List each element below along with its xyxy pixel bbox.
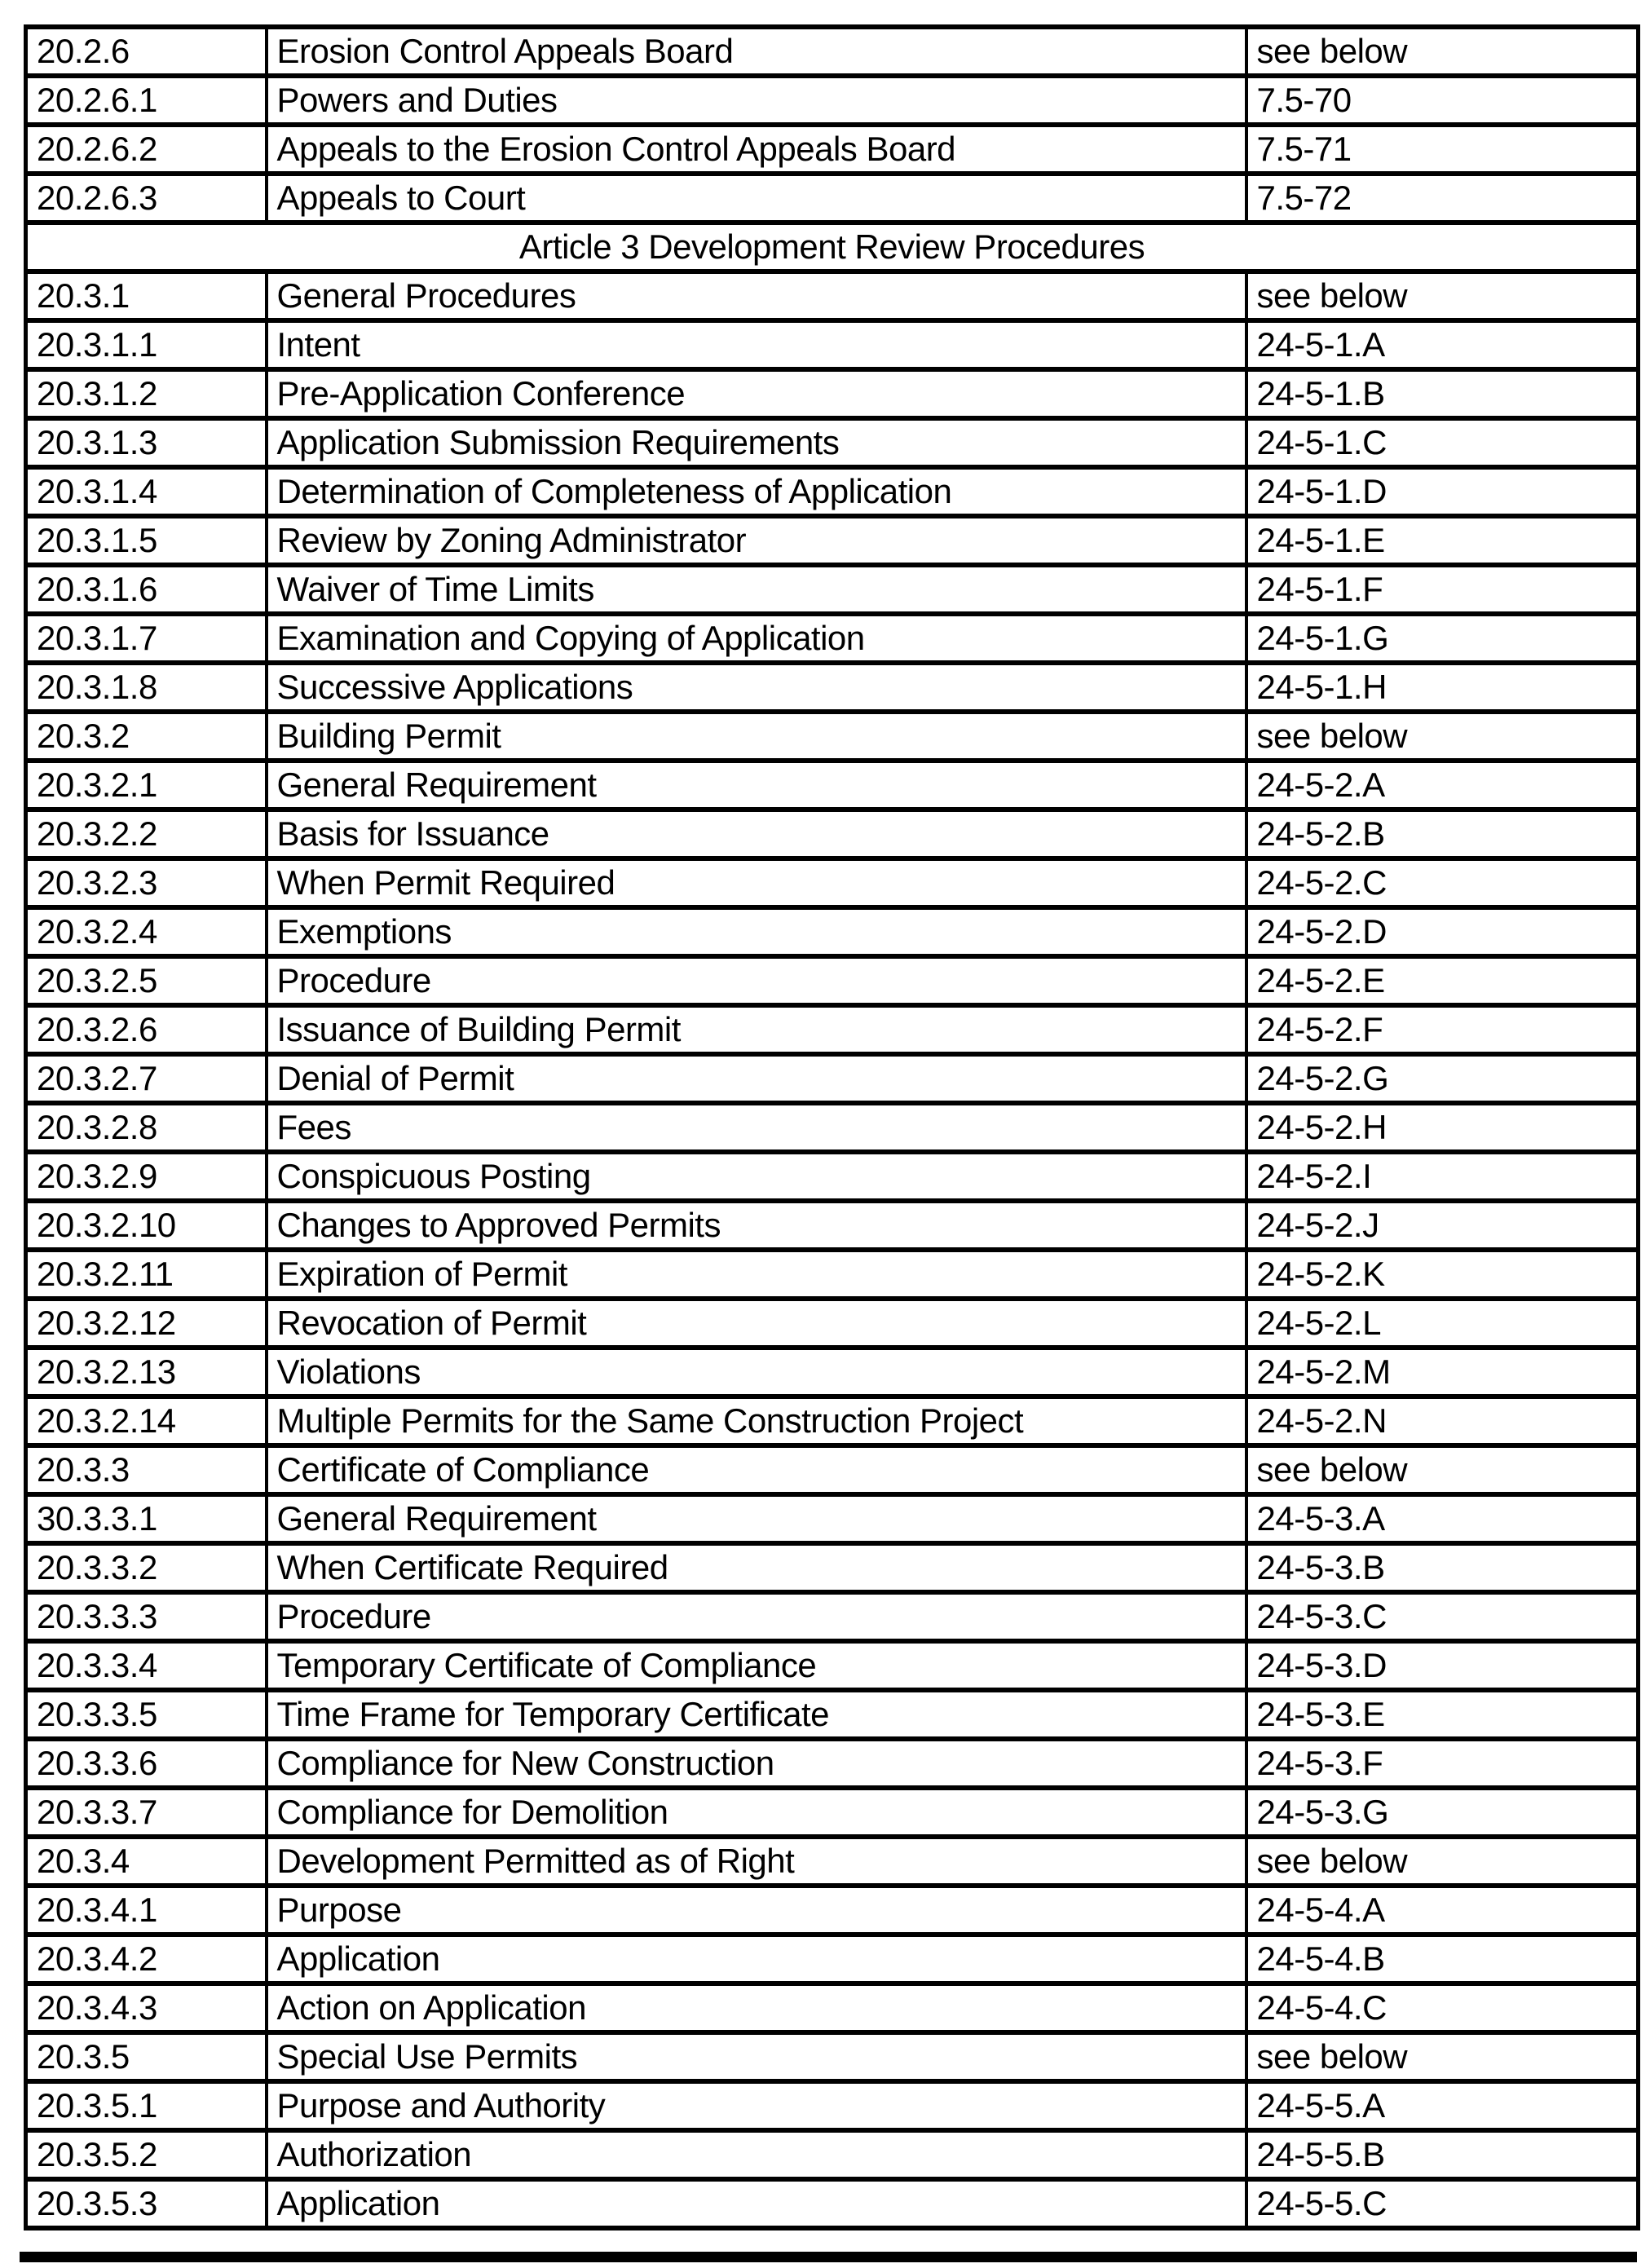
section-cell: 20.3.2.9 xyxy=(26,1152,267,1201)
title-cell: Temporary Certificate of Compliance xyxy=(267,1641,1246,1690)
section-cell: 20.2.6.1 xyxy=(26,76,267,125)
section-cell: 20.2.6.2 xyxy=(26,125,267,174)
title-cell: Violations xyxy=(267,1348,1246,1397)
section-cell: 20.3.2.5 xyxy=(26,956,267,1005)
reference-cell: 24-5-3.C xyxy=(1246,1592,1639,1641)
section-cell: 20.2.6.3 xyxy=(26,174,267,223)
title-cell: Procedure xyxy=(267,1592,1246,1641)
table-row xyxy=(26,956,1639,1005)
table-row xyxy=(26,467,1639,516)
section-cell: 20.3.2.12 xyxy=(26,1299,267,1348)
title-cell: Time Frame for Temporary Certificate xyxy=(267,1690,1246,1739)
title-cell: Denial of Permit xyxy=(267,1054,1246,1103)
reference-cell: 24-5-2.J xyxy=(1246,1201,1639,1250)
table-row xyxy=(26,1201,1639,1250)
reference-cell: 24-5-2.N xyxy=(1246,1397,1639,1445)
section-cell: 20.3.3.3 xyxy=(26,1592,267,1641)
title-cell: Appeals to Court xyxy=(267,174,1246,223)
title-cell: Expiration of Permit xyxy=(267,1250,1246,1299)
reference-cell: 24-5-3.G xyxy=(1246,1788,1639,1837)
reference-cell: 24-5-4.A xyxy=(1246,1886,1639,1935)
title-cell: Basis for Issuance xyxy=(267,810,1246,858)
table-row xyxy=(26,1054,1639,1103)
section-cell: 20.3.4.1 xyxy=(26,1886,267,1935)
title-cell: Pre-Application Conference xyxy=(267,369,1246,418)
article-header-row xyxy=(26,223,1639,271)
reference-cell: 24-5-5.C xyxy=(1246,2179,1639,2228)
reference-cell: 24-5-4.C xyxy=(1246,1983,1639,2032)
reference-cell: 24-5-2.H xyxy=(1246,1103,1639,1152)
reference-cell: 24-5-2.I xyxy=(1246,1152,1639,1201)
table-row xyxy=(26,712,1639,761)
reference-cell: see below xyxy=(1246,271,1639,320)
section-cell: 20.3.3.2 xyxy=(26,1543,267,1592)
table-row xyxy=(26,125,1639,174)
title-cell: General Requirement xyxy=(267,761,1246,810)
section-cell: 20.3.1 xyxy=(26,271,267,320)
section-cell: 20.3.5 xyxy=(26,2032,267,2081)
table-row xyxy=(26,1592,1639,1641)
reference-cell: 24-5-1.F xyxy=(1246,565,1639,614)
table-row xyxy=(26,1299,1639,1348)
section-cell: 20.3.1.1 xyxy=(26,320,267,369)
title-cell: Action on Application xyxy=(267,1983,1246,2032)
title-cell: When Permit Required xyxy=(267,858,1246,907)
article-header-label: Article 3 Development Review Procedures xyxy=(26,223,1639,271)
title-cell: Determination of Completeness of Application xyxy=(267,467,1246,516)
table-row xyxy=(26,1348,1639,1397)
table-row xyxy=(26,516,1639,565)
reference-cell: 24-5-1.D xyxy=(1246,467,1639,516)
section-cell: 20.3.2.10 xyxy=(26,1201,267,1250)
section-cell: 20.3.4.2 xyxy=(26,1935,267,1983)
reference-cell: 24-5-3.B xyxy=(1246,1543,1639,1592)
title-cell: Application Submission Requirements xyxy=(267,418,1246,467)
title-cell: Appeals to the Erosion Control Appeals Board xyxy=(267,125,1246,174)
reference-cell: see below xyxy=(1246,27,1639,76)
reference-cell: 24-5-3.F xyxy=(1246,1739,1639,1788)
reference-cell: see below xyxy=(1246,1837,1639,1886)
reference-cell: 24-5-5.B xyxy=(1246,2130,1639,2179)
section-cell: 20.3.3.6 xyxy=(26,1739,267,1788)
title-cell: General Requirement xyxy=(267,1494,1246,1543)
section-cell: 20.3.2.14 xyxy=(26,1397,267,1445)
reference-cell: 24-5-2.L xyxy=(1246,1299,1639,1348)
title-cell: Revocation of Permit xyxy=(267,1299,1246,1348)
table-row xyxy=(26,2081,1639,2130)
table-row xyxy=(26,761,1639,810)
title-cell: Purpose and Authority xyxy=(267,2081,1246,2130)
title-cell: Application xyxy=(267,2179,1246,2228)
section-cell: 20.3.1.7 xyxy=(26,614,267,663)
title-cell: Review by Zoning Administrator xyxy=(267,516,1246,565)
reference-cell: 24-5-2.K xyxy=(1246,1250,1639,1299)
title-cell: Certificate of Compliance xyxy=(267,1445,1246,1494)
table-row xyxy=(26,614,1639,663)
section-cell: 20.3.5.1 xyxy=(26,2081,267,2130)
title-cell: Erosion Control Appeals Board xyxy=(267,27,1246,76)
section-cell: 20.3.2.2 xyxy=(26,810,267,858)
section-cell: 20.3.4.3 xyxy=(26,1983,267,2032)
section-cell: 20.3.2.11 xyxy=(26,1250,267,1299)
title-cell: Intent xyxy=(267,320,1246,369)
section-cell: 20.3.5.2 xyxy=(26,2130,267,2179)
reference-cell: 7.5-70 xyxy=(1246,76,1639,125)
title-cell: Multiple Permits for the Same Construction Project xyxy=(267,1397,1246,1445)
title-cell: Waiver of Time Limits xyxy=(267,565,1246,614)
table-row xyxy=(26,565,1639,614)
title-cell: Special Use Permits xyxy=(267,2032,1246,2081)
reference-cell: 24-5-2.G xyxy=(1246,1054,1639,1103)
table-row xyxy=(26,1788,1639,1837)
title-cell: Building Permit xyxy=(267,712,1246,761)
title-cell: Authorization xyxy=(267,2130,1246,2179)
title-cell: General Procedures xyxy=(267,271,1246,320)
title-cell: Powers and Duties xyxy=(267,76,1246,125)
table-row xyxy=(26,663,1639,712)
section-cell: 20.3.3.5 xyxy=(26,1690,267,1739)
table-body xyxy=(26,27,1639,2228)
section-cell: 20.3.2.7 xyxy=(26,1054,267,1103)
section-cell: 20.3.2.1 xyxy=(26,761,267,810)
section-cell: 20.3.2.6 xyxy=(26,1005,267,1054)
reference-cell: see below xyxy=(1246,712,1639,761)
reference-cell: 24-5-1.B xyxy=(1246,369,1639,418)
reference-cell: 24-5-1.C xyxy=(1246,418,1639,467)
bottom-rule xyxy=(20,2252,1637,2262)
table-row xyxy=(26,174,1639,223)
reference-cell: see below xyxy=(1246,1445,1639,1494)
table-row xyxy=(26,271,1639,320)
table-row xyxy=(26,1250,1639,1299)
section-cell: 20.3.1.2 xyxy=(26,369,267,418)
section-cell: 20.3.2.4 xyxy=(26,907,267,956)
table-row xyxy=(26,1494,1639,1543)
document-table xyxy=(24,24,1640,2230)
title-cell: Examination and Copying of Application xyxy=(267,614,1246,663)
reference-cell: 24-5-2.C xyxy=(1246,858,1639,907)
table-row xyxy=(26,1837,1639,1886)
reference-cell: 24-5-1.A xyxy=(1246,320,1639,369)
section-cell: 30.3.3.1 xyxy=(26,1494,267,1543)
table-row xyxy=(26,907,1639,956)
title-cell: Conspicuous Posting xyxy=(267,1152,1246,1201)
reference-cell: see below xyxy=(1246,2032,1639,2081)
table-row xyxy=(26,1152,1639,1201)
section-cell: 20.3.2.13 xyxy=(26,1348,267,1397)
reference-cell: 24-5-2.A xyxy=(1246,761,1639,810)
section-cell: 20.2.6 xyxy=(26,27,267,76)
reference-cell: 24-5-2.E xyxy=(1246,956,1639,1005)
table-row xyxy=(26,2179,1639,2228)
table-row xyxy=(26,1886,1639,1935)
title-cell: Changes to Approved Permits xyxy=(267,1201,1246,1250)
title-cell: When Certificate Required xyxy=(267,1543,1246,1592)
title-cell: Purpose xyxy=(267,1886,1246,1935)
title-cell: Procedure xyxy=(267,956,1246,1005)
table-row xyxy=(26,2130,1639,2179)
table-row xyxy=(26,1935,1639,1983)
section-cell: 20.3.1.8 xyxy=(26,663,267,712)
table-row xyxy=(26,369,1639,418)
reference-cell: 24-5-3.A xyxy=(1246,1494,1639,1543)
reference-cell: 24-5-2.D xyxy=(1246,907,1639,956)
section-cell: 20.3.3.7 xyxy=(26,1788,267,1837)
section-cell: 20.3.2 xyxy=(26,712,267,761)
section-cell: 20.3.1.5 xyxy=(26,516,267,565)
reference-cell: 24-5-4.B xyxy=(1246,1935,1639,1983)
reference-cell: 7.5-71 xyxy=(1246,125,1639,174)
table-row xyxy=(26,320,1639,369)
title-cell: Fees xyxy=(267,1103,1246,1152)
table-row xyxy=(26,858,1639,907)
section-cell: 20.3.2.3 xyxy=(26,858,267,907)
title-cell: Successive Applications xyxy=(267,663,1246,712)
table-row xyxy=(26,27,1639,76)
table-row xyxy=(26,1543,1639,1592)
section-cell: 20.3.2.8 xyxy=(26,1103,267,1152)
section-cell: 20.3.3.4 xyxy=(26,1641,267,1690)
title-cell: Exemptions xyxy=(267,907,1246,956)
section-cell: 20.3.1.4 xyxy=(26,467,267,516)
reference-cell: 24-5-2.B xyxy=(1246,810,1639,858)
section-cell: 20.3.1.6 xyxy=(26,565,267,614)
title-cell: Development Permitted as of Right xyxy=(267,1837,1246,1886)
reference-cell: 24-5-2.M xyxy=(1246,1348,1639,1397)
section-cell: 20.3.5.3 xyxy=(26,2179,267,2228)
table-row xyxy=(26,76,1639,125)
title-cell: Compliance for Demolition xyxy=(267,1788,1246,1837)
table-row xyxy=(26,810,1639,858)
reference-cell: 24-5-2.F xyxy=(1246,1005,1639,1054)
table-row xyxy=(26,1397,1639,1445)
reference-cell: 24-5-1.E xyxy=(1246,516,1639,565)
section-cell: 20.3.3 xyxy=(26,1445,267,1494)
reference-cell: 24-5-1.G xyxy=(1246,614,1639,663)
reference-cell: 24-5-3.D xyxy=(1246,1641,1639,1690)
reference-cell: 7.5-72 xyxy=(1246,174,1639,223)
reference-cell: 24-5-3.E xyxy=(1246,1690,1639,1739)
title-cell: Issuance of Building Permit xyxy=(267,1005,1246,1054)
table-row xyxy=(26,1739,1639,1788)
section-cell: 20.3.4 xyxy=(26,1837,267,1886)
reference-cell: 24-5-1.H xyxy=(1246,663,1639,712)
table-row xyxy=(26,1445,1639,1494)
table-row xyxy=(26,418,1639,467)
table-row xyxy=(26,1983,1639,2032)
table-row xyxy=(26,2032,1639,2081)
title-cell: Compliance for New Construction xyxy=(267,1739,1246,1788)
title-cell: Application xyxy=(267,1935,1246,1983)
table-row xyxy=(26,1641,1639,1690)
table-row xyxy=(26,1690,1639,1739)
section-cell: 20.3.1.3 xyxy=(26,418,267,467)
reference-cell: 24-5-5.A xyxy=(1246,2081,1639,2130)
table-row xyxy=(26,1005,1639,1054)
table-row xyxy=(26,1103,1639,1152)
